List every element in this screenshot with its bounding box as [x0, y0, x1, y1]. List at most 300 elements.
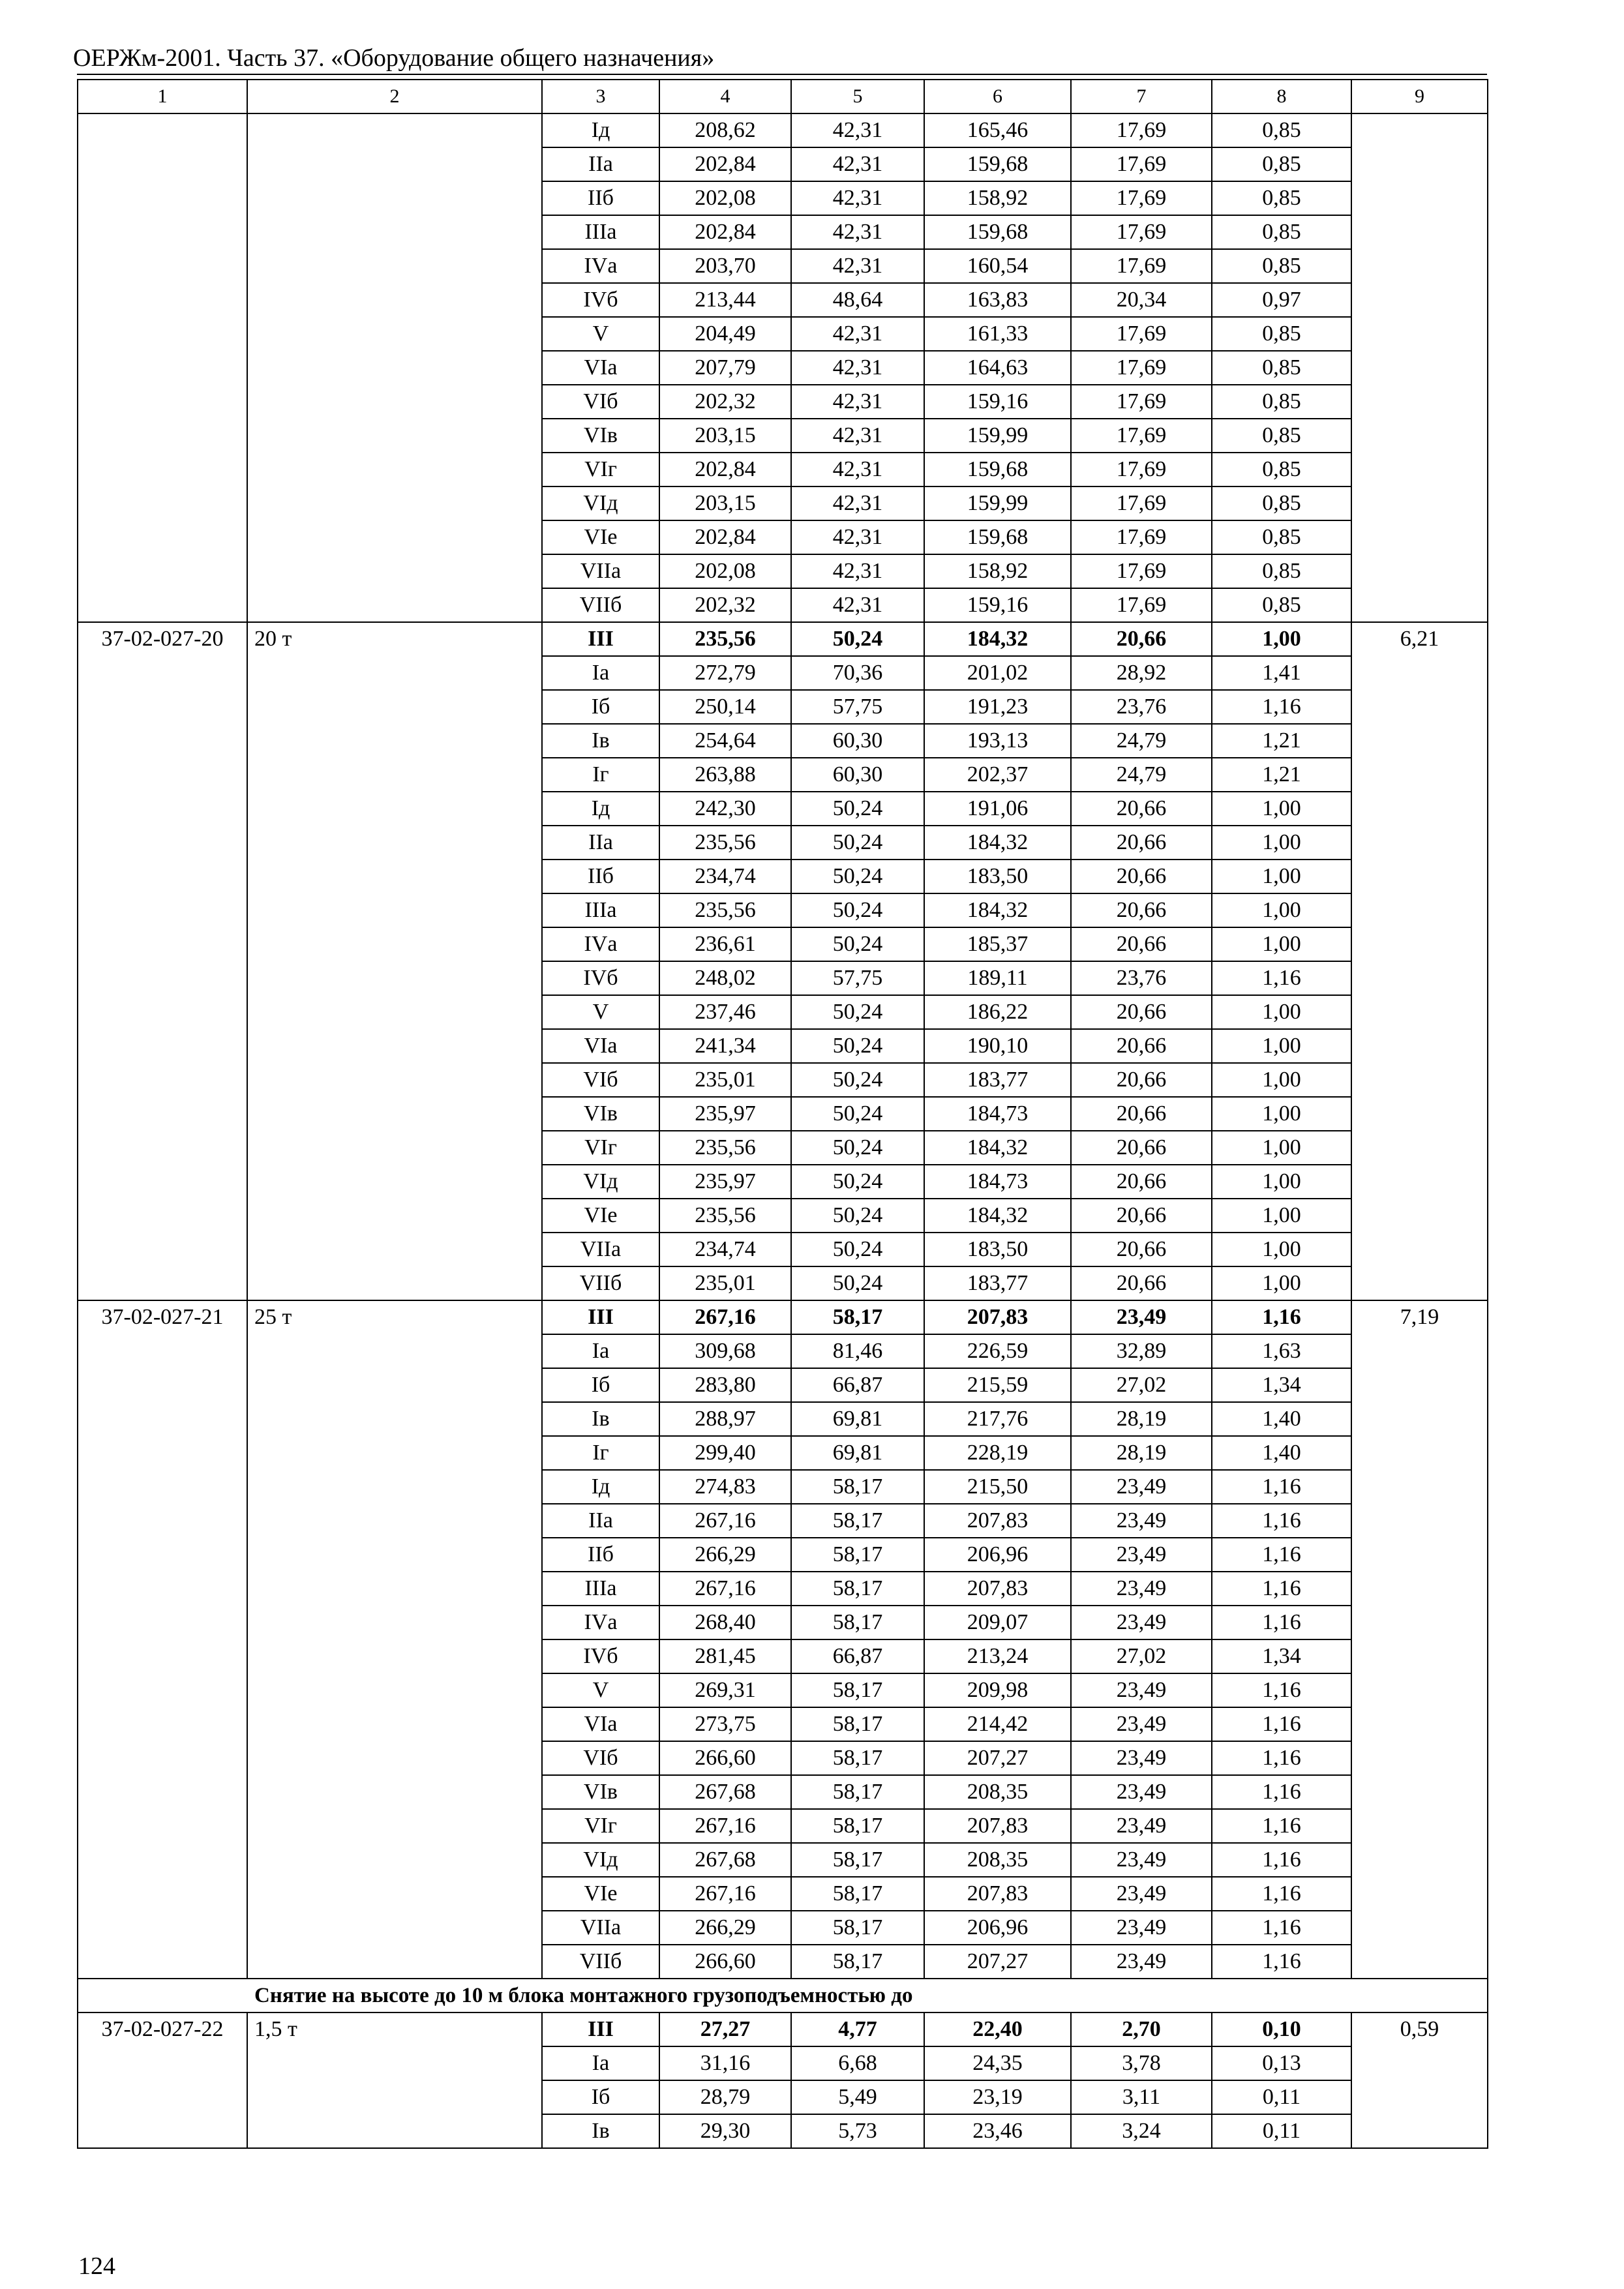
machinist-wage-cell: 23,76 — [1071, 961, 1212, 995]
machine-cost-cell: 226,59 — [924, 1334, 1071, 1368]
wage-cost-cell: 50,24 — [791, 1233, 924, 1266]
machinist-wage-cell: 17,69 — [1071, 520, 1212, 554]
machinist-wage-cell: 2,70 — [1071, 2012, 1212, 2046]
total-cost-cell: 235,56 — [659, 1199, 791, 1233]
machine-cost-cell: 159,68 — [924, 453, 1071, 486]
machinist-wage-cell: 3,24 — [1071, 2114, 1212, 2148]
zone-cell: IVа — [542, 1606, 659, 1639]
machine-cost-cell: 214,42 — [924, 1707, 1071, 1741]
zone-cell: IIIа — [542, 215, 659, 249]
machinist-wage-cell: 17,69 — [1071, 453, 1212, 486]
wage-cost-cell: 69,81 — [791, 1436, 924, 1470]
wage-cost-cell: 70,36 — [791, 656, 924, 690]
labor-cell: 1,16 — [1212, 1572, 1351, 1606]
labor-cell: 0,85 — [1212, 249, 1351, 283]
table-row — [78, 622, 1488, 656]
column-number-6: 6 — [924, 80, 1071, 113]
zone-cell: IIа — [542, 1504, 659, 1538]
labor-cell: 1,00 — [1212, 1131, 1351, 1165]
machinist-wage-cell: 28,19 — [1071, 1402, 1212, 1436]
total-cost-cell: 235,01 — [659, 1266, 791, 1300]
wage-cost-cell: 58,17 — [791, 1707, 924, 1741]
machinist-wage-cell: 23,49 — [1071, 1538, 1212, 1572]
zone-cell: V — [542, 317, 659, 351]
machine-cost-cell: 23,46 — [924, 2114, 1071, 2148]
page-number: 124 — [78, 2252, 115, 2280]
machinist-wage-cell: 23,49 — [1071, 1877, 1212, 1911]
labor-cell: 1,00 — [1212, 1233, 1351, 1266]
machinist-wage-cell: 17,69 — [1071, 181, 1212, 215]
wage-cost-cell: 66,87 — [791, 1639, 924, 1673]
total-cost-cell: 250,14 — [659, 690, 791, 724]
zone-cell: VIIб — [542, 588, 659, 622]
total-cost-cell: 283,80 — [659, 1368, 791, 1402]
zone-cell: VIд — [542, 1843, 659, 1877]
total-cost-cell: 267,16 — [659, 1300, 791, 1334]
machinist-wage-cell: 20,66 — [1071, 1029, 1212, 1063]
machinist-wage-cell: 20,66 — [1071, 995, 1212, 1029]
total-cost-cell: 204,49 — [659, 317, 791, 351]
column-number-2: 2 — [247, 80, 542, 113]
machine-cost-cell: 161,33 — [924, 317, 1071, 351]
labor-cell: 1,16 — [1212, 1741, 1351, 1775]
wage-cost-cell: 58,17 — [791, 1945, 924, 1979]
wage-cost-cell: 50,24 — [791, 1029, 924, 1063]
rate-name — [247, 113, 542, 622]
machinist-wage-cell: 23,49 — [1071, 1809, 1212, 1843]
labor-cell: 1,00 — [1212, 995, 1351, 1029]
wage-cost-cell: 50,24 — [791, 1131, 924, 1165]
machinist-wage-cell: 17,69 — [1071, 351, 1212, 385]
machinist-wage-cell: 3,11 — [1071, 2080, 1212, 2114]
machine-cost-cell: 23,19 — [924, 2080, 1071, 2114]
rate-code — [78, 113, 247, 622]
zone-cell: Iа — [542, 2046, 659, 2080]
total-cost-cell: 299,40 — [659, 1436, 791, 1470]
wage-cost-cell: 48,64 — [791, 283, 924, 317]
zone-cell: Iв — [542, 1402, 659, 1436]
zone-cell: V — [542, 995, 659, 1029]
machine-cost-cell: 207,27 — [924, 1945, 1071, 1979]
total-cost-cell: 269,31 — [659, 1673, 791, 1707]
total-cost-cell: 29,30 — [659, 2114, 791, 2148]
zone-cell: Iд — [542, 792, 659, 826]
machine-cost-cell: 201,02 — [924, 656, 1071, 690]
table-body — [78, 80, 1488, 2148]
machinist-wage-cell: 20,66 — [1071, 1063, 1212, 1097]
rate-name: 1,5 т — [247, 2012, 542, 2148]
zone-cell: VIе — [542, 1877, 659, 1911]
machine-cost-cell: 186,22 — [924, 995, 1071, 1029]
machine-cost-cell: 165,46 — [924, 113, 1071, 147]
machinist-wage-cell: 20,66 — [1071, 1266, 1212, 1300]
machine-cost-cell: 206,96 — [924, 1538, 1071, 1572]
wage-cost-cell: 58,17 — [791, 1843, 924, 1877]
wage-cost-cell: 50,24 — [791, 826, 924, 860]
labor-cell: 1,34 — [1212, 1368, 1351, 1402]
total-cost-cell: 202,84 — [659, 453, 791, 486]
wage-cost-cell: 42,31 — [791, 147, 924, 181]
machinist-wage-cell: 20,66 — [1071, 1199, 1212, 1233]
machinist-wage-cell: 24,79 — [1071, 724, 1212, 758]
wage-cost-cell: 42,31 — [791, 181, 924, 215]
labor-cell: 1,16 — [1212, 1470, 1351, 1504]
total-cost-cell: 203,70 — [659, 249, 791, 283]
machine-cost-cell: 159,99 — [924, 419, 1071, 453]
rate-name: 20 т — [247, 622, 542, 1300]
machine-cost-cell: 160,54 — [924, 249, 1071, 283]
labor-cell: 0,85 — [1212, 147, 1351, 181]
total-cost-cell: 207,79 — [659, 351, 791, 385]
rate-col9-value: 7,19 — [1351, 1300, 1488, 1979]
machine-cost-cell: 207,83 — [924, 1504, 1071, 1538]
rate-col9-value — [1351, 113, 1488, 622]
zone-cell: Iв — [542, 724, 659, 758]
labor-cell: 0,85 — [1212, 486, 1351, 520]
zone-cell: VIг — [542, 1809, 659, 1843]
zone-cell: VIIа — [542, 554, 659, 588]
wage-cost-cell: 57,75 — [791, 690, 924, 724]
zone-cell: VIа — [542, 351, 659, 385]
rate-col9-value: 0,59 — [1351, 2012, 1488, 2148]
machinist-wage-cell: 27,02 — [1071, 1368, 1212, 1402]
machine-cost-cell: 208,35 — [924, 1843, 1071, 1877]
labor-cell: 0,85 — [1212, 453, 1351, 486]
machine-cost-cell: 22,40 — [924, 2012, 1071, 2046]
total-cost-cell: 202,84 — [659, 147, 791, 181]
wage-cost-cell: 42,31 — [791, 554, 924, 588]
wage-cost-cell: 58,17 — [791, 1911, 924, 1945]
machinist-wage-cell: 20,66 — [1071, 860, 1212, 893]
machine-cost-cell: 207,83 — [924, 1877, 1071, 1911]
total-cost-cell: 266,29 — [659, 1538, 791, 1572]
machinist-wage-cell: 17,69 — [1071, 215, 1212, 249]
zone-cell: V — [542, 1673, 659, 1707]
labor-cell: 1,00 — [1212, 1097, 1351, 1131]
column-number-4: 4 — [659, 80, 791, 113]
labor-cell: 1,00 — [1212, 1266, 1351, 1300]
machine-cost-cell: 158,92 — [924, 554, 1071, 588]
wage-cost-cell: 50,24 — [791, 1063, 924, 1097]
zone-cell: IVб — [542, 961, 659, 995]
wage-cost-cell: 50,24 — [791, 927, 924, 961]
total-cost-cell: 202,08 — [659, 181, 791, 215]
zone-cell: VIв — [542, 1097, 659, 1131]
total-cost-cell: 202,32 — [659, 385, 791, 419]
machine-cost-cell: 215,59 — [924, 1368, 1071, 1402]
zone-cell: IVа — [542, 249, 659, 283]
total-cost-cell: 234,74 — [659, 1233, 791, 1266]
section-row — [78, 1979, 1488, 2012]
rate-col9-value: 6,21 — [1351, 622, 1488, 1300]
wage-cost-cell: 42,31 — [791, 453, 924, 486]
machinist-wage-cell: 23,49 — [1071, 1911, 1212, 1945]
machine-cost-cell: 184,32 — [924, 1131, 1071, 1165]
machinist-wage-cell: 20,66 — [1071, 826, 1212, 860]
total-cost-cell: 203,15 — [659, 419, 791, 453]
zone-cell: IIIа — [542, 893, 659, 927]
labor-cell: 1,00 — [1212, 893, 1351, 927]
machine-cost-cell: 184,32 — [924, 1199, 1071, 1233]
machine-cost-cell: 207,27 — [924, 1741, 1071, 1775]
zone-cell: Iд — [542, 113, 659, 147]
zone-cell: III — [542, 1300, 659, 1334]
zone-cell: VIа — [542, 1029, 659, 1063]
labor-cell: 1,16 — [1212, 1538, 1351, 1572]
zone-cell: IVб — [542, 1639, 659, 1673]
labor-cell: 1,16 — [1212, 1775, 1351, 1809]
wage-cost-cell: 4,77 — [791, 2012, 924, 2046]
total-cost-cell: 254,64 — [659, 724, 791, 758]
machine-cost-cell: 159,68 — [924, 520, 1071, 554]
zone-cell: VIIб — [542, 1945, 659, 1979]
section-title: Снятие на высоте до 10 м блока монтажного грузоподъемностью до — [78, 1979, 1488, 2012]
total-cost-cell: 202,84 — [659, 215, 791, 249]
wage-cost-cell: 42,31 — [791, 520, 924, 554]
machine-cost-cell: 193,13 — [924, 724, 1071, 758]
zone-cell: VIд — [542, 486, 659, 520]
total-cost-cell: 235,56 — [659, 893, 791, 927]
labor-cell: 0,85 — [1212, 588, 1351, 622]
rates-table — [77, 79, 1488, 2149]
zone-cell: VIа — [542, 1707, 659, 1741]
total-cost-cell: 202,32 — [659, 588, 791, 622]
machine-cost-cell: 185,37 — [924, 927, 1071, 961]
total-cost-cell: 263,88 — [659, 758, 791, 792]
wage-cost-cell: 58,17 — [791, 1741, 924, 1775]
total-cost-cell: 267,16 — [659, 1572, 791, 1606]
total-cost-cell: 281,45 — [659, 1639, 791, 1673]
machine-cost-cell: 158,92 — [924, 181, 1071, 215]
machinist-wage-cell: 20,66 — [1071, 1165, 1212, 1199]
labor-cell: 1,16 — [1212, 690, 1351, 724]
machine-cost-cell: 228,19 — [924, 1436, 1071, 1470]
labor-cell: 1,00 — [1212, 860, 1351, 893]
labor-cell: 1,00 — [1212, 1029, 1351, 1063]
machine-cost-cell: 183,50 — [924, 860, 1071, 893]
wage-cost-cell: 6,68 — [791, 2046, 924, 2080]
zone-cell: IIб — [542, 860, 659, 893]
wage-cost-cell: 50,24 — [791, 1165, 924, 1199]
machine-cost-cell: 189,11 — [924, 961, 1071, 995]
machine-cost-cell: 207,83 — [924, 1572, 1071, 1606]
labor-cell: 1,00 — [1212, 792, 1351, 826]
machinist-wage-cell: 20,34 — [1071, 283, 1212, 317]
wage-cost-cell: 42,31 — [791, 588, 924, 622]
machine-cost-cell: 184,32 — [924, 893, 1071, 927]
total-cost-cell: 267,68 — [659, 1843, 791, 1877]
total-cost-cell: 235,56 — [659, 826, 791, 860]
rate-name: 25 т — [247, 1300, 542, 1979]
labor-cell: 0,85 — [1212, 520, 1351, 554]
zone-cell: VIд — [542, 1165, 659, 1199]
column-number-8: 8 — [1212, 80, 1351, 113]
total-cost-cell: 235,97 — [659, 1097, 791, 1131]
machinist-wage-cell: 23,76 — [1071, 690, 1212, 724]
labor-cell: 0,85 — [1212, 181, 1351, 215]
zone-cell: Iб — [542, 690, 659, 724]
page-header-title: ОЕРЖм-2001. Часть 37. «Оборудование общего назначения» — [73, 44, 715, 72]
machine-cost-cell: 184,73 — [924, 1097, 1071, 1131]
wage-cost-cell: 50,24 — [791, 622, 924, 656]
labor-cell: 1,16 — [1212, 1707, 1351, 1741]
machine-cost-cell: 163,83 — [924, 283, 1071, 317]
machine-cost-cell: 206,96 — [924, 1911, 1071, 1945]
total-cost-cell: 237,46 — [659, 995, 791, 1029]
labor-cell: 1,16 — [1212, 1300, 1351, 1334]
column-number-7: 7 — [1071, 80, 1212, 113]
machine-cost-cell: 159,99 — [924, 486, 1071, 520]
zone-cell: Iг — [542, 1436, 659, 1470]
zone-cell: VIг — [542, 1131, 659, 1165]
labor-cell: 0,85 — [1212, 419, 1351, 453]
machine-cost-cell: 207,83 — [924, 1300, 1071, 1334]
total-cost-cell: 267,16 — [659, 1809, 791, 1843]
machinist-wage-cell: 17,69 — [1071, 385, 1212, 419]
labor-cell: 0,10 — [1212, 2012, 1351, 2046]
machine-cost-cell: 191,23 — [924, 690, 1071, 724]
labor-cell: 0,85 — [1212, 554, 1351, 588]
machinist-wage-cell: 17,69 — [1071, 486, 1212, 520]
total-cost-cell: 266,29 — [659, 1911, 791, 1945]
wage-cost-cell: 58,17 — [791, 1809, 924, 1843]
total-cost-cell: 235,56 — [659, 1131, 791, 1165]
machinist-wage-cell: 23,49 — [1071, 1741, 1212, 1775]
machinist-wage-cell: 17,69 — [1071, 419, 1212, 453]
wage-cost-cell: 42,31 — [791, 419, 924, 453]
labor-cell: 1,16 — [1212, 1606, 1351, 1639]
zone-cell: Iг — [542, 758, 659, 792]
wage-cost-cell: 42,31 — [791, 385, 924, 419]
labor-cell: 1,16 — [1212, 1877, 1351, 1911]
total-cost-cell: 202,08 — [659, 554, 791, 588]
machinist-wage-cell: 27,02 — [1071, 1639, 1212, 1673]
machinist-wage-cell: 23,49 — [1071, 1572, 1212, 1606]
machinist-wage-cell: 23,49 — [1071, 1945, 1212, 1979]
machine-cost-cell: 215,50 — [924, 1470, 1071, 1504]
labor-cell: 1,16 — [1212, 1945, 1351, 1979]
total-cost-cell: 288,97 — [659, 1402, 791, 1436]
labor-cell: 0,97 — [1212, 283, 1351, 317]
machinist-wage-cell: 17,69 — [1071, 317, 1212, 351]
machine-cost-cell: 184,73 — [924, 1165, 1071, 1199]
labor-cell: 0,85 — [1212, 215, 1351, 249]
machine-cost-cell: 202,37 — [924, 758, 1071, 792]
zone-cell: Iд — [542, 1470, 659, 1504]
zone-cell: Iб — [542, 1368, 659, 1402]
labor-cell: 0,85 — [1212, 113, 1351, 147]
zone-cell: III — [542, 2012, 659, 2046]
machinist-wage-cell: 23,49 — [1071, 1606, 1212, 1639]
zone-cell: Iв — [542, 2114, 659, 2148]
machinist-wage-cell: 23,49 — [1071, 1843, 1212, 1877]
machine-cost-cell: 209,07 — [924, 1606, 1071, 1639]
machine-cost-cell: 207,83 — [924, 1809, 1071, 1843]
wage-cost-cell: 60,30 — [791, 758, 924, 792]
zone-cell: VIб — [542, 1741, 659, 1775]
machinist-wage-cell: 20,66 — [1071, 792, 1212, 826]
machine-cost-cell: 209,98 — [924, 1673, 1071, 1707]
labor-cell: 1,00 — [1212, 1199, 1351, 1233]
wage-cost-cell: 58,17 — [791, 1470, 924, 1504]
table-row — [78, 2012, 1488, 2046]
wage-cost-cell: 42,31 — [791, 351, 924, 385]
wage-cost-cell: 69,81 — [791, 1402, 924, 1436]
machinist-wage-cell: 20,66 — [1071, 1097, 1212, 1131]
column-number-9: 9 — [1351, 80, 1488, 113]
labor-cell: 1,16 — [1212, 1673, 1351, 1707]
machinist-wage-cell: 23,49 — [1071, 1673, 1212, 1707]
zone-cell: VIе — [542, 1199, 659, 1233]
total-cost-cell: 268,40 — [659, 1606, 791, 1639]
zone-cell: VIIа — [542, 1233, 659, 1266]
column-number-1: 1 — [78, 80, 247, 113]
zone-cell: Iа — [542, 1334, 659, 1368]
total-cost-cell: 28,79 — [659, 2080, 791, 2114]
total-cost-cell: 274,83 — [659, 1470, 791, 1504]
wage-cost-cell: 58,17 — [791, 1538, 924, 1572]
wage-cost-cell: 57,75 — [791, 961, 924, 995]
labor-cell: 0,11 — [1212, 2080, 1351, 2114]
machinist-wage-cell: 24,79 — [1071, 758, 1212, 792]
machine-cost-cell: 213,24 — [924, 1639, 1071, 1673]
machinist-wage-cell: 23,49 — [1071, 1300, 1212, 1334]
total-cost-cell: 267,16 — [659, 1877, 791, 1911]
wage-cost-cell: 50,24 — [791, 995, 924, 1029]
machinist-wage-cell: 17,69 — [1071, 554, 1212, 588]
labor-cell: 0,13 — [1212, 2046, 1351, 2080]
labor-cell: 1,16 — [1212, 1843, 1351, 1877]
machinist-wage-cell: 28,19 — [1071, 1436, 1212, 1470]
column-number-5: 5 — [791, 80, 924, 113]
wage-cost-cell: 58,17 — [791, 1606, 924, 1639]
machine-cost-cell: 159,16 — [924, 588, 1071, 622]
wage-cost-cell: 5,49 — [791, 2080, 924, 2114]
machine-cost-cell: 184,32 — [924, 826, 1071, 860]
wage-cost-cell: 81,46 — [791, 1334, 924, 1368]
wage-cost-cell: 58,17 — [791, 1673, 924, 1707]
labor-cell: 1,16 — [1212, 1911, 1351, 1945]
total-cost-cell: 241,34 — [659, 1029, 791, 1063]
labor-cell: 1,40 — [1212, 1402, 1351, 1436]
machinist-wage-cell: 17,69 — [1071, 147, 1212, 181]
machinist-wage-cell: 23,49 — [1071, 1707, 1212, 1741]
total-cost-cell: 235,56 — [659, 622, 791, 656]
wage-cost-cell: 42,31 — [791, 215, 924, 249]
labor-cell: 1,40 — [1212, 1436, 1351, 1470]
total-cost-cell: 248,02 — [659, 961, 791, 995]
total-cost-cell: 266,60 — [659, 1741, 791, 1775]
machine-cost-cell: 183,50 — [924, 1233, 1071, 1266]
rate-code: 37-02-027-22 — [78, 2012, 247, 2148]
total-cost-cell: 235,01 — [659, 1063, 791, 1097]
zone-cell: VIв — [542, 419, 659, 453]
zone-cell: IVа — [542, 927, 659, 961]
total-cost-cell: 31,16 — [659, 2046, 791, 2080]
machine-cost-cell: 159,68 — [924, 215, 1071, 249]
wage-cost-cell: 66,87 — [791, 1368, 924, 1402]
machine-cost-cell: 217,76 — [924, 1402, 1071, 1436]
wage-cost-cell: 58,17 — [791, 1504, 924, 1538]
table-row — [78, 1300, 1488, 1334]
labor-cell: 1,34 — [1212, 1639, 1351, 1673]
labor-cell: 1,00 — [1212, 927, 1351, 961]
total-cost-cell: 236,61 — [659, 927, 791, 961]
wage-cost-cell: 58,17 — [791, 1775, 924, 1809]
wage-cost-cell: 42,31 — [791, 113, 924, 147]
total-cost-cell: 266,60 — [659, 1945, 791, 1979]
machine-cost-cell: 164,63 — [924, 351, 1071, 385]
